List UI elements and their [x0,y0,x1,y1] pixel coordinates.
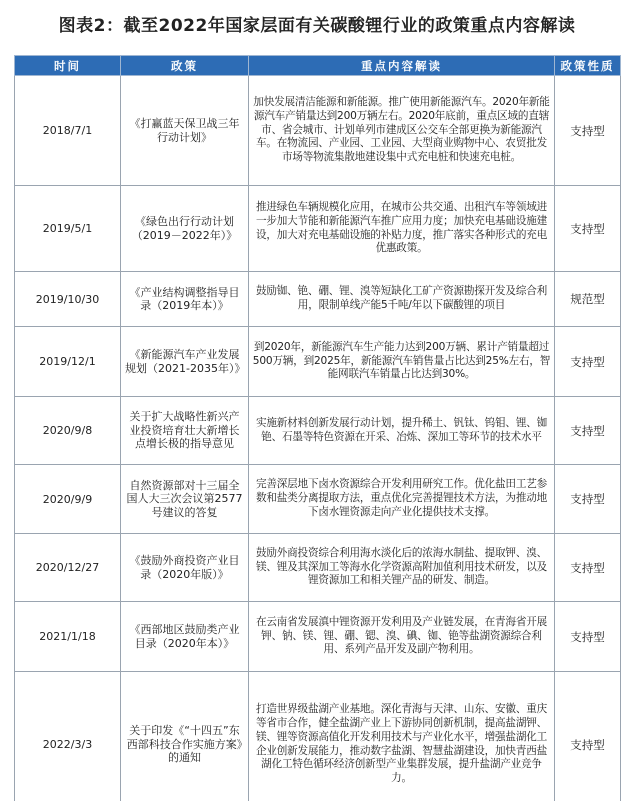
row-policy: 《鼓励外商投资产业目录（2020年版）》 [121,534,249,602]
header-date: 时间 [15,56,121,76]
row-policy: 《新能源汽车产业发展规划（2021-2035年）》 [121,327,249,397]
table-header [15,56,621,76]
row-policy: 关于印发《“十四五”东西部科技合作实施方案》的通知 [121,672,249,801]
row-nature: 支持型 [555,534,621,602]
row-nature: 支持型 [555,465,621,534]
table-row [15,272,621,327]
table-row [15,672,621,801]
row-date: 2019/12/1 [15,327,121,397]
row-content: 实施新材料创新发展行动计划，提升稀土、钒钛、钨钼、锂、铷铯、石墨等特色资源在开采、冶炼、深加工等环节的技术水平 [249,397,555,465]
table-row [15,602,621,672]
header-nature: 政策性质 [555,56,621,76]
header-policy: 政策 [121,56,249,76]
table-row [15,76,621,186]
row-content: 加快发展清洁能源和新能源。推广使用新能源汽车。2020年新能源汽车产销量达到200万辆左右。2020年底前，重点区域的直辖市、省会城市、计划单列市建成区公交车全部更换为新能源汽车。在物流园、产业园、工业园、大型商业购物中心、农贸批发市场等物流集散地建设集中式充电桩和快速充电桩。 [249,76,555,186]
row-content: 推进绿色车辆规模化应用，在城市公共交通、出租汽车等领域进一步加大节能和新能源汽车推广应用力度；加快充电基础设施建设，加大对充电基础设施的补贴力度，推广落实各种形式的充电优惠政策。 [249,186,555,272]
row-date: 2019/5/1 [15,186,121,272]
policy-table [14,55,621,801]
row-date: 2020/9/9 [15,465,121,534]
row-nature: 支持型 [555,397,621,465]
row-nature: 支持型 [555,186,621,272]
row-content: 完善深层地下卤水资源综合开发利用研究工作。优化盐田工艺参数和盐类分离提取方法，重点优化完善提锂技术方法，为推动地下卤水锂资源走向产业化提供技术支撑。 [249,465,555,534]
row-date: 2021/1/18 [15,602,121,672]
row-date: 2020/9/8 [15,397,121,465]
row-policy: 《产业结构调整指导目录（2019年本）》 [121,272,249,327]
row-nature: 支持型 [555,327,621,397]
table-row [15,465,621,534]
row-policy: 《绿色出行行动计划（2019－2022年）》 [121,186,249,272]
row-date: 2020/12/27 [15,534,121,602]
header-row [15,56,621,76]
table-body [15,76,621,801]
row-date: 2019/10/30 [15,272,121,327]
row-date: 2022/3/3 [15,672,121,801]
row-policy: 《西部地区鼓励类产业目录（2020年本）》 [121,602,249,672]
row-content: 鼓励外商投资综合利用海水淡化后的浓海水制盐、提取钾、溴、镁、锂及其深加工等海水化学资源高附加值利用技术研发，以及锂资源加工和相关锂产品的研发、制造。 [249,534,555,602]
row-nature: 规范型 [555,272,621,327]
table-row [15,534,621,602]
header-content: 重点内容解读 [249,56,555,76]
table-row [15,186,621,272]
table-row [15,327,621,397]
row-policy: 关于扩大战略性新兴产业投资培育壮大新增长点增长极的指导意见 [121,397,249,465]
figure-title: 图表2：截至2022年国家层面有关碳酸锂行业的政策重点内容解读 [58,16,576,36]
row-policy: 自然资源部对十三届全国人大三次会议第2577号建议的答复 [121,465,249,534]
row-nature: 支持型 [555,672,621,801]
row-date: 2018/7/1 [15,76,121,186]
row-content: 在云南省发展滇中锂资源开发利用及产业链发展，在青海省开展钾、钠、镁、锂、硼、锶、溴、碘、铷、铯等盐湖资源综合利用、系列产品开发及副产物利用。 [249,602,555,672]
row-nature: 支持型 [555,76,621,186]
row-nature: 支持型 [555,602,621,672]
row-content: 到2020年，新能源汽车生产能力达到200万辆、累计产销量超过500万辆，到2025年，新能源汽车销售量占比达到25%左右，智能网联汽车销量占比达到30%。 [249,327,555,397]
table-row [15,397,621,465]
row-policy: 《打赢蓝天保卫战三年行动计划》 [121,76,249,186]
row-content: 鼓励铷、铯、硼、锂、溴等短缺化工矿产资源勘探开发及综合利用，限制单线产能5千吨/年以下碳酸锂的项目 [249,272,555,327]
row-content: 打造世界级盐湖产业基地。深化青海与天津、山东、安徽、重庆等省市合作，健全盐湖产业上下游协同创新机制，提高盐湖钾、镁、锂等资源高值化开发利用技术与产业化水平，增强盐湖化工企业创新发展能力，推动数字盐湖、智慧盐湖建设，加快青西盐湖化工特色循环经济创新型产业集群发展，提升盐湖产业竞争力。 [249,672,555,801]
